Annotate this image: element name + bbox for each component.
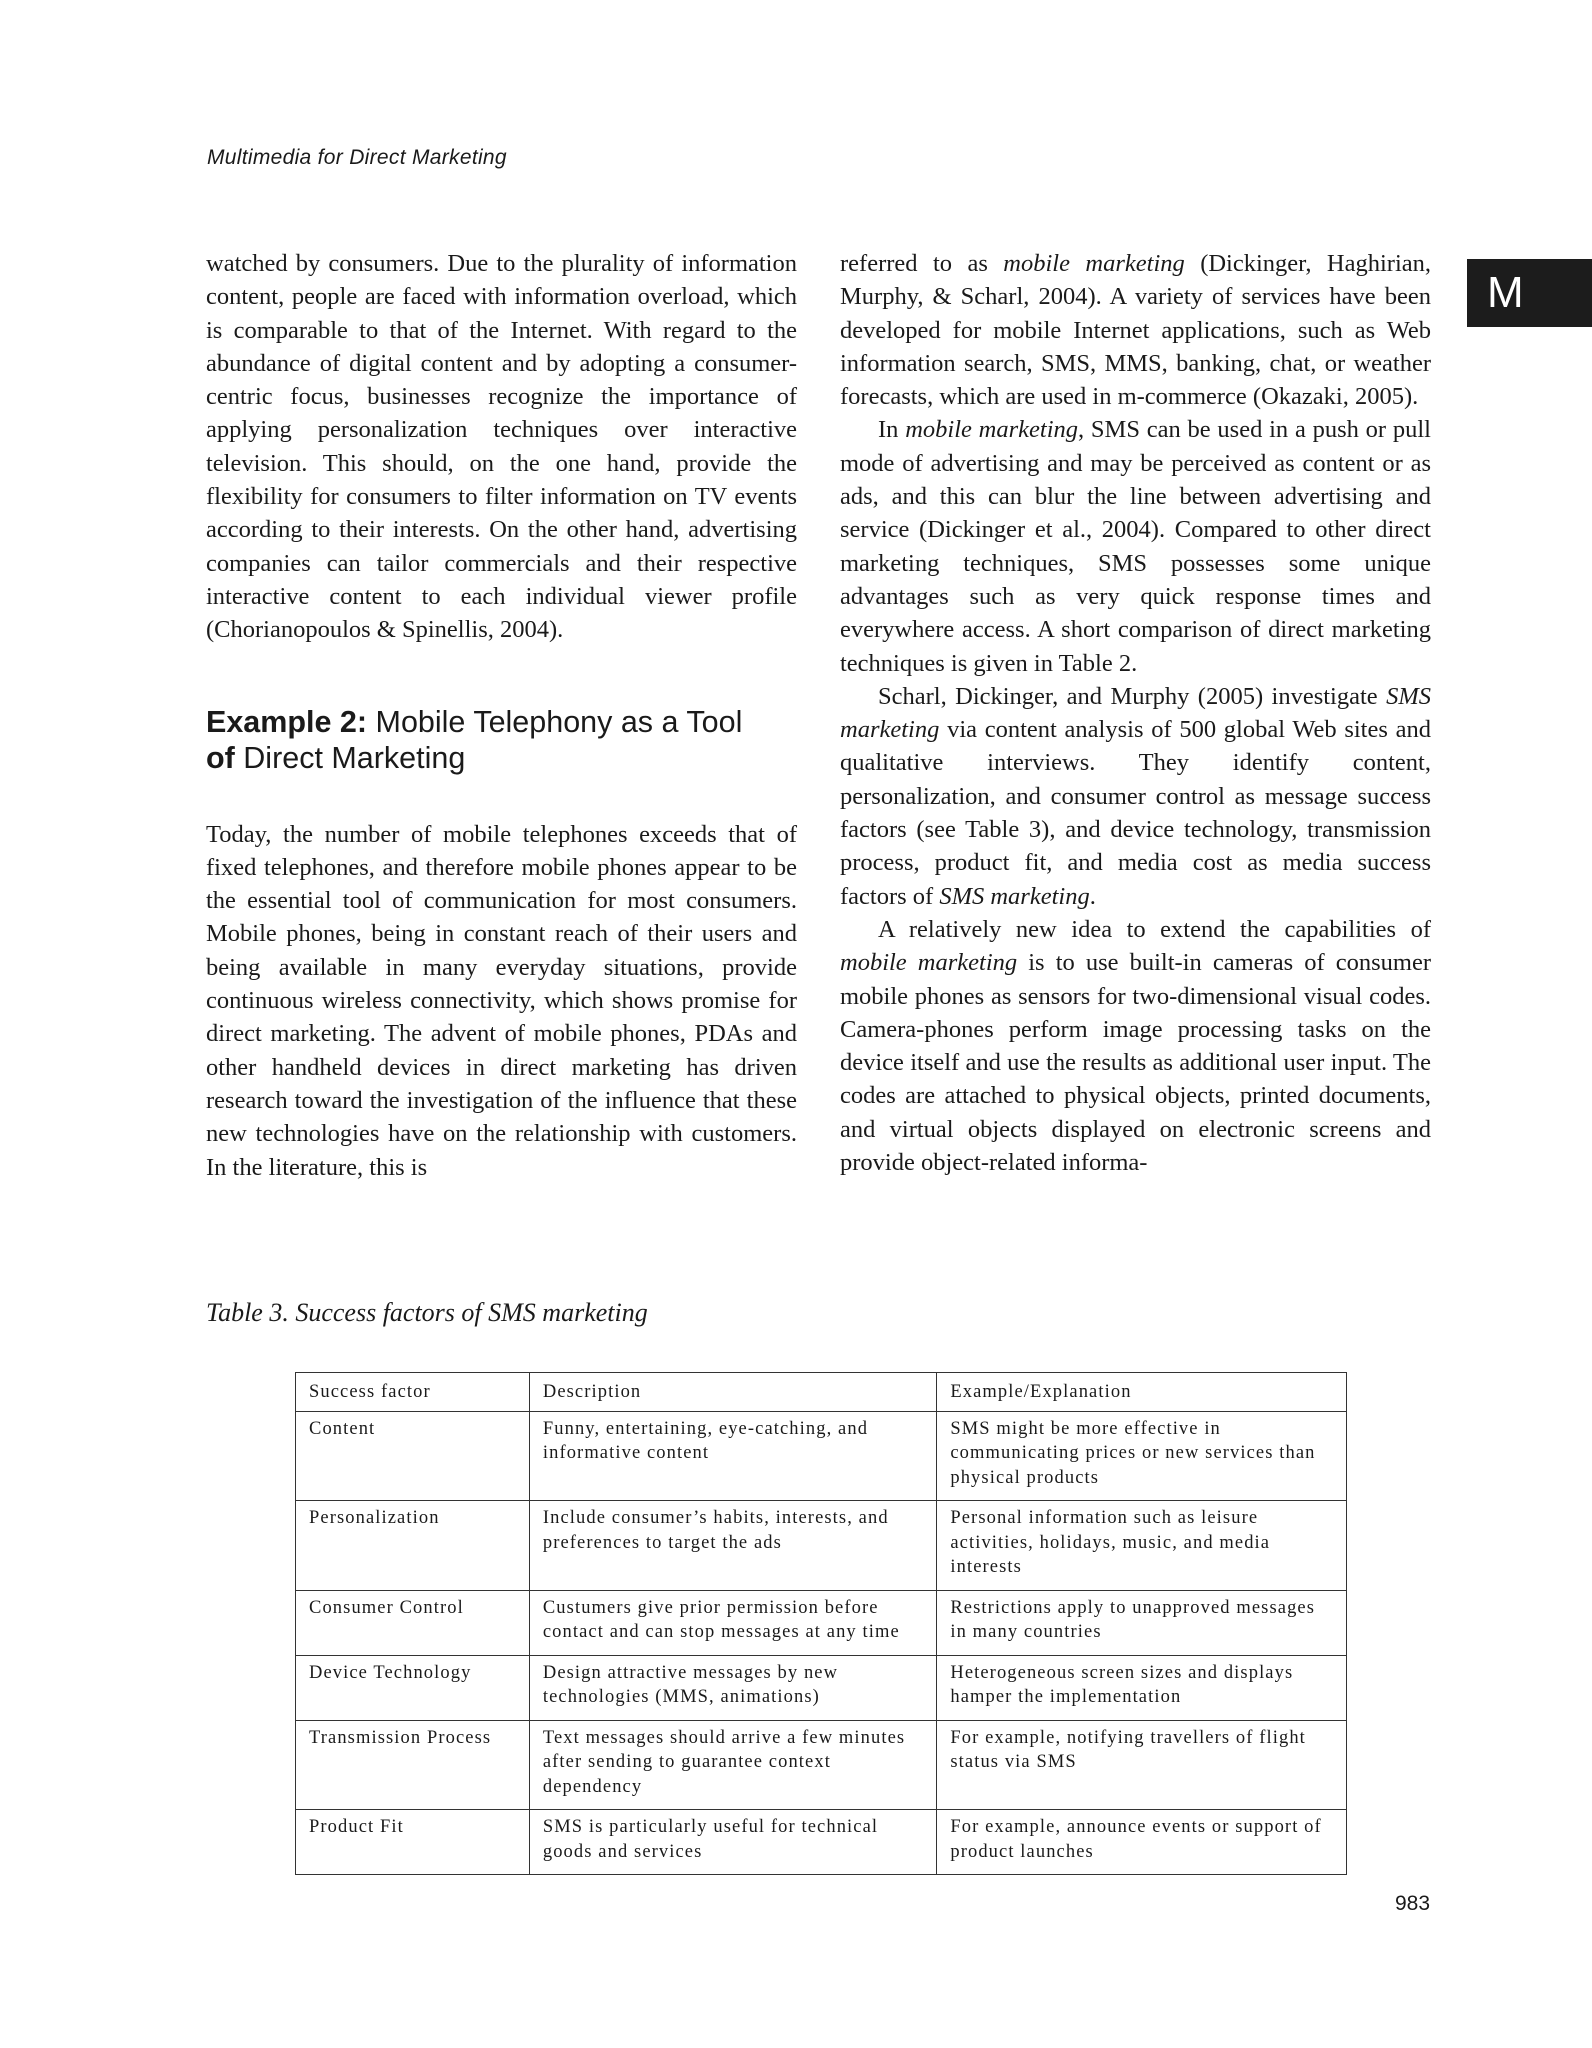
text-run: In [878, 416, 906, 444]
right-column [840, 247, 1431, 1179]
heading-text-b-bold: of [206, 740, 235, 775]
emphasis: SMS marketing [840, 682, 1431, 744]
column-header: Example/Explanation [937, 1373, 1347, 1412]
emphasis: mobile marketing [1003, 250, 1185, 277]
table-cell: Device Technology [296, 1655, 530, 1720]
emphasis: mobile marketing [840, 949, 1018, 977]
left-paragraph-1: watched by consumers. Due to the plurality of information content, people are faced with information overload, which is comparable to that of the Internet. With regard to the abundance of digital content and by adopting a consumer-centric focus, businesses recognize the importance of applying personalization techniques over interactive television. This should, on the one hand, provide the flexibility for consumers to filter information on TV events according to their interests. On the other hand, advertising companies can tailor commercials and their respective interactive content to each individual viewer profile (Chorianopoulos & Spinellis, 2004). [206, 250, 797, 644]
text-run: (Dickinger, Haghirian, Murphy, & Scharl, 2004). A variety of services have been developed for mobile Internet applications, such as Web information search, SMS, MMS, banking, chat, or weather forecasts, which are used in m-commerce (Okazaki, 2005). [840, 250, 1431, 411]
text-run: . [1089, 882, 1096, 910]
table-cell: For example, notifying travellers of flight status via SMS [937, 1720, 1347, 1810]
text-run: A relatively new idea to extend the capabilities of [878, 915, 1431, 943]
table-caption: Table 3. Success factors of SMS marketing [206, 1298, 648, 1327]
table-cell: Transmission Process [296, 1720, 530, 1810]
table-cell: For example, announce events or support of product launches [937, 1810, 1347, 1875]
table-cell: Consumer Control [296, 1590, 530, 1655]
left-column [206, 247, 797, 1184]
table-cell: Include consumer’s habits, interests, and preferences to target the ads [529, 1501, 937, 1591]
text-run: via content analysis of 500 global Web sites and qualitative interviews. They identify content, personalization, and consumer control as message success factors (see Table 3), and device technology, transmission process, product fit, and media cost as media success factors of [840, 716, 1431, 910]
page-number: 983 [1395, 1892, 1431, 1915]
section-heading [206, 704, 797, 776]
table-cell: Heterogeneous screen sizes and displays hamper the implementation [937, 1655, 1347, 1720]
table-cell: Custumers give prior permission before contact and can stop messages at any time [529, 1590, 937, 1655]
table-row [296, 1810, 1347, 1875]
table-cell: Content [296, 1411, 530, 1501]
table-cell: SMS might be more effective in communicating prices or new services than physical products [937, 1411, 1347, 1501]
heading-text-a: Mobile Telephony as a Tool [375, 704, 743, 739]
right-paragraph-3 [840, 680, 1431, 913]
table-row [296, 1590, 1347, 1655]
heading-label: Example 2: [206, 704, 368, 739]
text-run: is to use built-in cameras of consumer mobile phones as sensors for two-dimensional visual codes. Camera-phones perform image processing tasks on the device itself and use the results as additional user input. The codes are attached to physical objects, printed documents, and virtual objects displayed on electronic screens and provide object-related informa- [840, 949, 1431, 1177]
table-row [296, 1655, 1347, 1720]
table-cell: Restrictions apply to unapproved messages in many countries [937, 1590, 1347, 1655]
left-paragraph-2: Today, the number of mobile telephones exceeds that of fixed telephones, and therefore mobile phones appear to be the essential tool of communication for most consumers. Mobile phones, being in constant reach of their users and being available in many everyday situations, provide continuous wireless connectivity, which shows promise for direct marketing. The advent of mobile phones, PDAs and other handheld devices in direct marketing has driven research toward the investigation of the influence that these new technologies have on the relationship with customers. In the literature, this is [206, 820, 797, 1181]
text-run: referred to as [840, 250, 1004, 277]
column-header: Description [529, 1373, 937, 1412]
table-cell: Text messages should arrive a few minutes after sending to guarantee context dependency [529, 1720, 937, 1810]
table-cell: Funny, entertaining, eye-catching, and informative content [529, 1411, 937, 1501]
table-cell: Product Fit [296, 1810, 530, 1875]
text-run: Scharl, Dickinger, and Murphy (2005) investigate [878, 682, 1387, 710]
section-tab-letter: M [1467, 259, 1592, 327]
heading-text-b: Direct Marketing [243, 740, 466, 775]
running-head: Multimedia for Direct Marketing [207, 146, 507, 169]
table-row [296, 1720, 1347, 1810]
right-paragraph-2 [840, 413, 1431, 679]
table-cell: Personal information such as leisure activities, holidays, music, and media interests [937, 1501, 1347, 1591]
emphasis: SMS marketing [939, 882, 1090, 910]
success-factors-table [295, 1372, 1347, 1875]
table-cell: SMS is particularly useful for technical goods and services [529, 1810, 937, 1875]
table-row [296, 1501, 1347, 1591]
text-run: , SMS can be used in a push or pull mode of advertising and may be perceived as content or as ads, and this can blur the line between advertising and service (Dickinger et al., 2004). Compared to other direct marketing techniques, SMS possesses some unique advantages such as very quick response times and everywhere access. A short comparison of direct marketing techniques is given in Table 2. [840, 416, 1431, 677]
right-paragraph-4 [840, 913, 1431, 1179]
emphasis: mobile marketing [905, 416, 1079, 444]
column-header: Success factor [296, 1373, 530, 1412]
table-cell: Design attractive messages by new technologies (MMS, animations) [529, 1655, 937, 1720]
table-header-row [296, 1373, 1347, 1412]
table-row [296, 1411, 1347, 1501]
table-cell: Personalization [296, 1501, 530, 1591]
right-paragraph-1 [840, 247, 1431, 413]
